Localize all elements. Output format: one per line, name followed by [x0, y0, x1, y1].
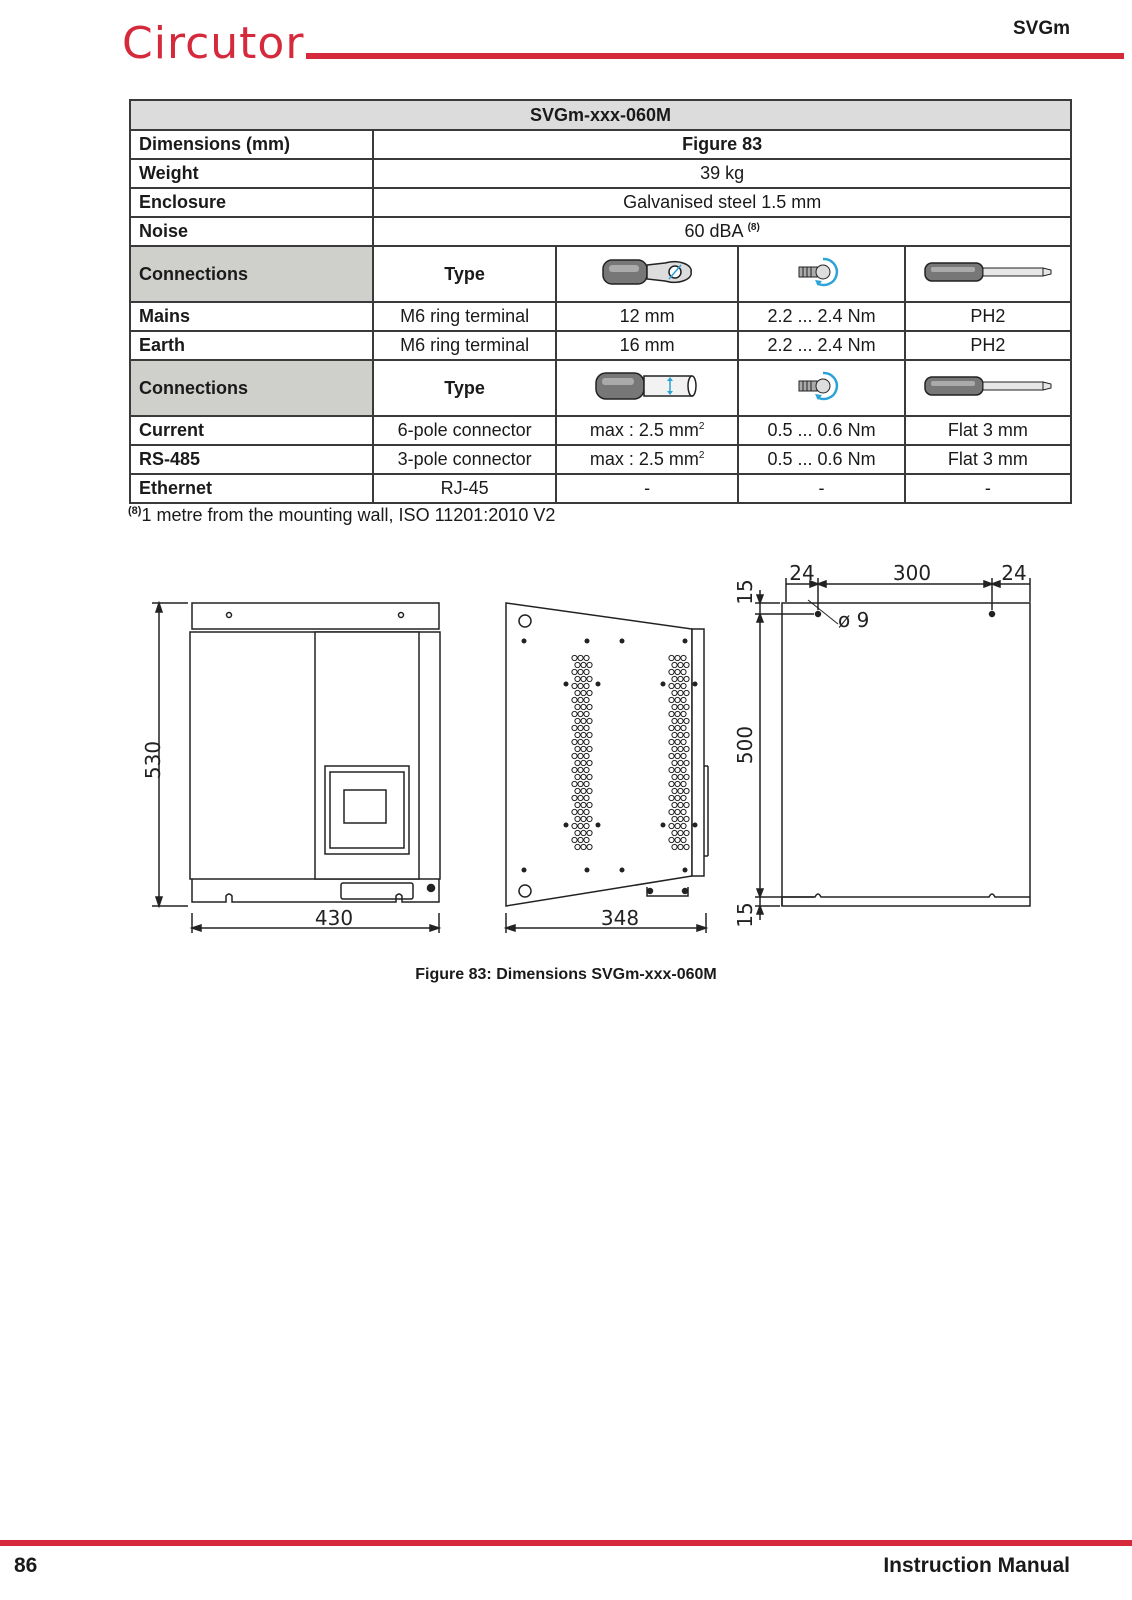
cell-tool: PH2: [905, 302, 1071, 331]
dim-hole-spacing: 300: [892, 561, 932, 585]
row-value: Galvanised steel 1.5 mm: [373, 188, 1071, 217]
dim-mount-height: 500: [733, 725, 757, 765]
row-value: Figure 83: [373, 130, 1071, 159]
cell-type: M6 ring terminal: [373, 302, 556, 331]
page-number: 86: [14, 1554, 38, 1577]
dim-width: 430: [314, 906, 354, 930]
side-view: [506, 603, 708, 906]
row-label: Weight: [130, 159, 373, 188]
front-view: [190, 603, 440, 902]
cell-type: 6-pole connector: [373, 416, 556, 445]
size-value: max : 2.5 mm: [589, 449, 699, 469]
cell-size: 12 mm: [556, 302, 739, 331]
cell-torque: 2.2 ... 2.4 Nm: [738, 302, 904, 331]
cell-torque: 2.2 ... 2.4 Nm: [738, 331, 904, 360]
cell-torque: 0.5 ... 0.6 Nm: [738, 416, 904, 445]
row-label: RS-485: [130, 445, 373, 474]
row-label: Current: [130, 416, 373, 445]
row-label: Noise: [130, 217, 373, 246]
figure-caption: Figure 83: Dimensions SVGm-xxx-060M: [415, 966, 717, 983]
superscript: 2: [698, 421, 705, 432]
cell-tool: PH2: [905, 331, 1071, 360]
footnote-mark: (8): [128, 505, 142, 517]
dim-hole-diameter: ø 9: [838, 608, 870, 632]
cell-type: M6 ring terminal: [373, 331, 556, 360]
dim-top-margin: 15: [733, 579, 757, 605]
noise-value: 60 dBA: [684, 221, 743, 241]
cell-tool: Flat 3 mm: [905, 416, 1071, 445]
row-label: Enclosure: [130, 188, 373, 217]
cell-type: 3-pole connector: [373, 445, 556, 474]
cell-type: RJ-45: [373, 474, 556, 503]
cell-torque: 0.5 ... 0.6 Nm: [738, 445, 904, 474]
row-label: Dimensions (mm): [130, 130, 373, 159]
connections-label: Connections: [130, 246, 373, 302]
row-label: Earth: [130, 331, 373, 360]
cell-size: 16 mm: [556, 331, 739, 360]
page-title: SVGm: [1012, 18, 1070, 39]
cell-tool: Flat 3 mm: [905, 445, 1071, 474]
dim-bottom-margin: 15: [733, 902, 757, 928]
superscript: 2: [698, 450, 705, 461]
footnote-text: 1 metre from the mounting wall, ISO 11201:2010 V2: [141, 505, 556, 525]
footer-rule: [0, 1540, 1132, 1546]
row-label: Mains: [130, 302, 373, 331]
type-label: Type: [373, 246, 556, 302]
size-value: max : 2.5 mm: [589, 420, 699, 440]
dim-side-left: 24: [789, 561, 815, 585]
footer-title: Instruction Manual: [883, 1554, 1070, 1577]
dim-height: 530: [141, 740, 165, 780]
dim-side-right: 24: [1001, 561, 1027, 585]
cell-size: -: [556, 474, 739, 503]
rear-view: [782, 600, 1030, 906]
cell-tool: -: [905, 474, 1071, 503]
dim-depth: 348: [600, 906, 640, 930]
footnote-ref: (8): [747, 222, 760, 233]
type-label: Type: [373, 360, 556, 416]
row-value: 39 kg: [373, 159, 1071, 188]
row-label: Ethernet: [130, 474, 373, 503]
model-name: SVGm-xxx-060M: [130, 100, 1071, 130]
cell-torque: -: [738, 474, 904, 503]
connections-label: Connections: [130, 360, 373, 416]
circutor-logo: Circutor: [122, 18, 305, 69]
